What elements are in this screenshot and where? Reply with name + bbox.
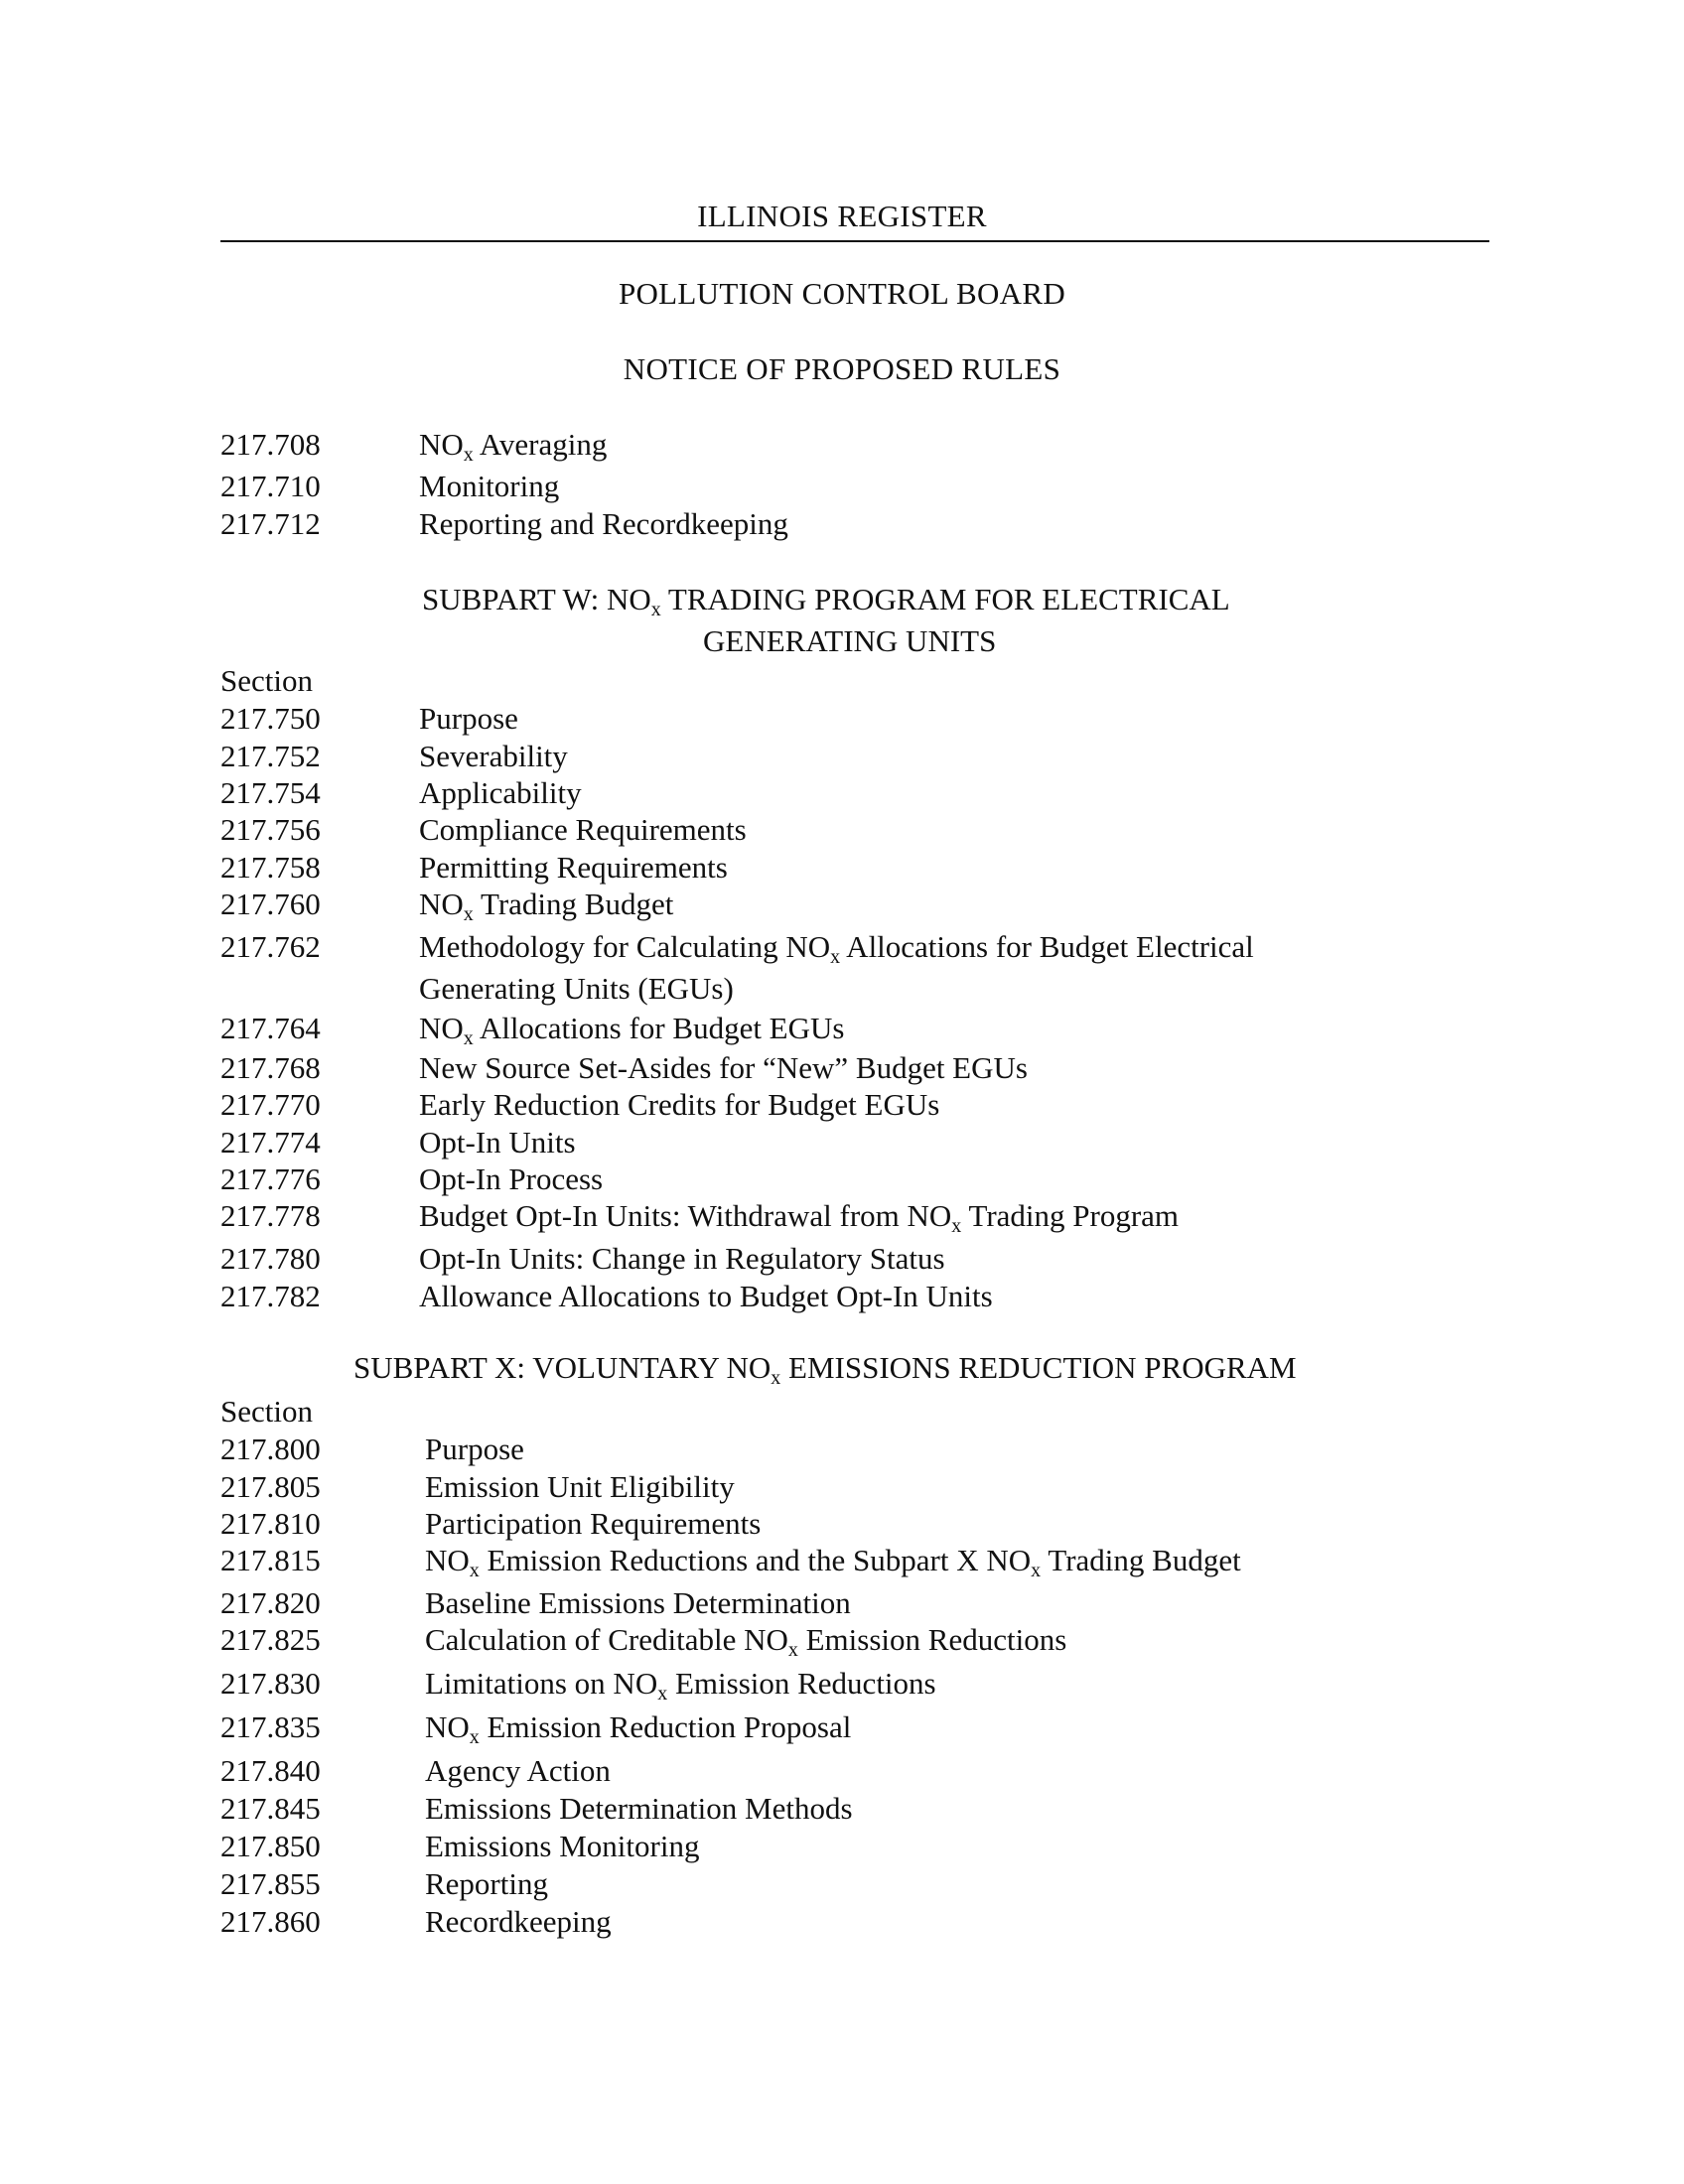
section-title: Baseline Emissions Determination (425, 1585, 851, 1620)
section-number: 217.860 (220, 1904, 321, 1939)
section-number: 217.820 (220, 1585, 321, 1620)
section-number: 217.756 (220, 812, 321, 847)
section-title: Allowance Allocations to Budget Opt-In Units (419, 1279, 993, 1313)
section-title: Purpose (425, 1432, 524, 1466)
section-number: 217.778 (220, 1198, 321, 1233)
section-number: 217.800 (220, 1432, 321, 1466)
section-title: $NO_x$ Emission Reduction Proposal (425, 1709, 852, 1748)
section-title: Purpose (419, 701, 518, 736)
section-number: 217.760 (220, 887, 321, 921)
section-number: 217.850 (220, 1829, 321, 1863)
section-title: Participation Requirements (425, 1506, 762, 1541)
section-number: 217.762 (220, 929, 321, 964)
section-number: 217.845 (220, 1791, 321, 1826)
section-title: Reporting and Recordkeeping (419, 506, 788, 541)
header-rule (220, 240, 1489, 242)
register-title: ILLINOIS REGISTER (697, 199, 987, 233)
section-number: 217.805 (220, 1469, 321, 1504)
section-number: 217.835 (220, 1709, 321, 1744)
section-title: Budget Opt-In Units: Withdrawal from $NO_x$ Trading Program (419, 1198, 1180, 1237)
section-number: 217.712 (220, 506, 321, 541)
section-number: 217.770 (220, 1087, 321, 1122)
section-title: Calculation of Creditable $NO_x$ Emission Reductions (425, 1622, 1067, 1661)
subpart-x-heading: SUBPART X: VOLUNTARY $NO_x$ EMISSIONS REDUCTION PROGRAM (353, 1350, 1297, 1389)
section-number: 217.776 (220, 1161, 321, 1196)
section-label-x: Section (220, 1394, 313, 1429)
section-number: 217.750 (220, 701, 321, 736)
section-number: 217.825 (220, 1622, 321, 1657)
section-number: 217.840 (220, 1753, 321, 1788)
section-title: $NO_x$ Trading Budget (419, 887, 674, 925)
section-title: Emission Unit Eligibility (425, 1469, 735, 1504)
section-title: Opt-In Units (419, 1125, 576, 1160)
section-title: Agency Action (425, 1753, 611, 1788)
section-title-cont: Generating Units (EGUs) (419, 971, 734, 1006)
section-number: 217.810 (220, 1506, 321, 1541)
section-number: 217.708 (220, 427, 321, 462)
section-title: New Source Set-Asides for “New” Budget EGUs (419, 1050, 1028, 1085)
section-title: $NO_x$ Averaging (419, 427, 608, 466)
section-label-w: Section (220, 663, 313, 698)
section-number: 217.782 (220, 1279, 321, 1313)
section-title: Opt-In Units: Change in Regulatory Status (419, 1241, 945, 1276)
section-number: 217.710 (220, 469, 321, 503)
section-title: Opt-In Process (419, 1161, 604, 1196)
section-title: $NO_x$ Emission Reductions and the Subpart X $NO_x$ Trading Budget (425, 1543, 1241, 1581)
section-title: Early Reduction Credits for Budget EGUs (419, 1087, 940, 1122)
section-number: 217.774 (220, 1125, 321, 1160)
section-title: Applicability (419, 775, 582, 810)
subpart-w-heading: SUBPART W: $NO_x$ TRADING PROGRAM FOR ELECTRICAL (422, 582, 1230, 620)
section-title: $NO_x$ Allocations for Budget EGUs (419, 1011, 845, 1049)
section-title: Monitoring (419, 469, 560, 503)
section-title: Permitting Requirements (419, 850, 728, 885)
section-title: Recordkeeping (425, 1904, 612, 1939)
section-number: 217.752 (220, 739, 321, 773)
section-title: Methodology for Calculating $NO_x$ Allocations for Budget Electrical (419, 929, 1254, 968)
section-number: 217.780 (220, 1241, 321, 1276)
section-number: 217.768 (220, 1050, 321, 1085)
section-number: 217.830 (220, 1666, 321, 1701)
section-title: Emissions Monitoring (425, 1829, 700, 1863)
board-title: POLLUTION CONTROL BOARD (618, 276, 1066, 311)
section-title: Compliance Requirements (419, 812, 747, 847)
section-title: Reporting (425, 1866, 548, 1901)
subpart-w-heading-cont: GENERATING UNITS (703, 623, 997, 658)
section-number: 217.758 (220, 850, 321, 885)
section-title: Severability (419, 739, 568, 773)
section-number: 217.855 (220, 1866, 321, 1901)
section-number: 217.764 (220, 1011, 321, 1045)
section-title: Emissions Determination Methods (425, 1791, 853, 1826)
section-number: 217.815 (220, 1543, 321, 1577)
section-title: Limitations on $NO_x$ Emission Reductions (425, 1666, 936, 1705)
section-number: 217.754 (220, 775, 321, 810)
notice-title: NOTICE OF PROPOSED RULES (623, 351, 1061, 386)
